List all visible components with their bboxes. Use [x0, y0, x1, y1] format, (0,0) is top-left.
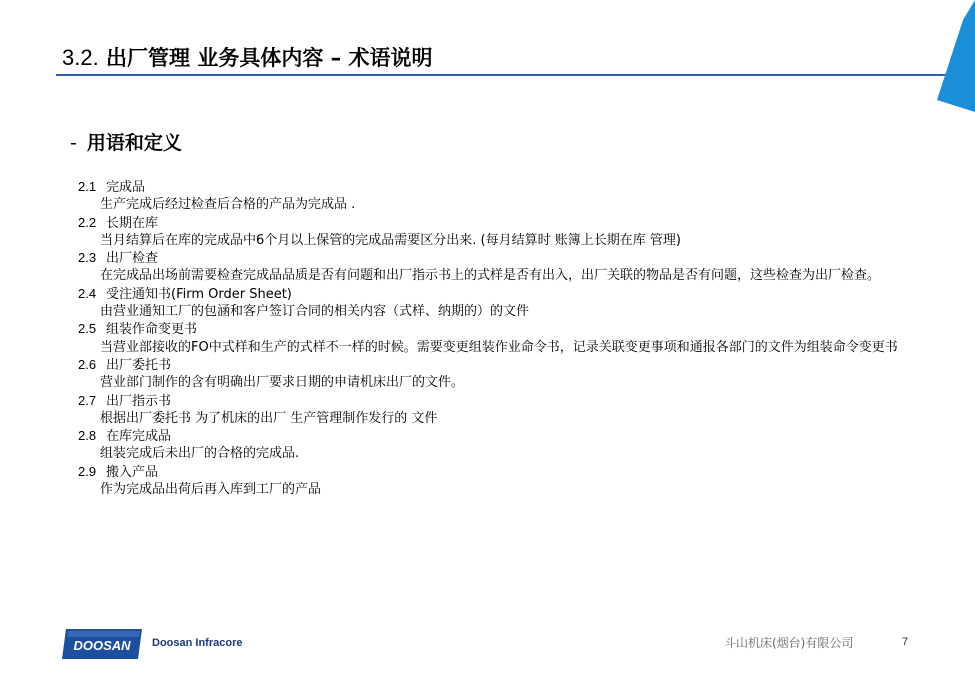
item-number: 2.9: [78, 463, 97, 479]
section-title: 用语和定义: [86, 132, 182, 154]
title-underline: [56, 74, 956, 76]
item-term: 受注通知书(Firm Order Sheet): [106, 286, 292, 302]
list-item: [78, 178, 898, 214]
list-item: [78, 427, 898, 463]
item-term: 出厂指示书: [106, 393, 172, 409]
item-term: 组装作命变更书: [106, 322, 198, 338]
list-item: [78, 249, 898, 285]
item-definition: 由营业通知工厂的包涵和客户签订合同的相关内容（式样、纳期的）的文件: [100, 304, 530, 320]
doosan-logo: [60, 627, 144, 661]
item-number: 2.3: [78, 250, 97, 266]
logo-text: DOOSAN: [73, 638, 131, 653]
section-dash: -: [70, 132, 77, 154]
item-definition: 组装完成后未出厂的合格的完成品.: [100, 446, 300, 462]
title-number: 3.2.: [62, 45, 99, 70]
list-item: [78, 320, 898, 356]
item-definition: 当月结算后在库的完成品中6个月以上保管的完成品需要区分出来. (每月结算时 账簿上长期在库 管理): [100, 232, 681, 248]
item-term: 搬入产品: [106, 464, 159, 480]
item-definition: 在完成品出场前需要检查完成品品质是否有问题和出厂指示书上的式样是否有出入，出厂关联的物品是否有问题，这些检查为出厂检查。: [100, 268, 881, 284]
item-number: 2.1: [78, 179, 97, 194]
list-item: [78, 214, 898, 250]
item-number: 2.5: [78, 321, 97, 337]
item-definition: 当营业部接收的FO中式样和生产的式样不一样的时候。需要变更组装作业命令书，记录关联变更事项和通报各部门的文件为组装命令变更书: [100, 339, 898, 355]
footer-company: 斗山机床(烟台)有限公司: [724, 636, 854, 650]
definitions-list: [78, 178, 898, 498]
item-definition: 营业部门制作的含有明确出厂要求日期的申请机床出厂的文件。: [100, 375, 465, 391]
title-text: 出厂管理 业务具体内容 – 术语说明: [106, 46, 433, 70]
item-term: 长期在库: [106, 215, 159, 231]
list-item: [78, 463, 898, 499]
item-term: 出厂委托书: [106, 357, 172, 373]
item-definition: 生产完成后经过检查后合格的产品为完成品 .: [100, 197, 356, 213]
item-term: 出厂检查: [106, 251, 159, 267]
item-number: 2.4: [78, 285, 97, 301]
item-number: 2.6: [78, 356, 97, 372]
item-number: 2.8: [78, 428, 97, 444]
item-definition: 根据出厂委托书 为了机床的出厂 生产管理制作发行的 文件: [100, 410, 438, 426]
list-item: [78, 356, 898, 392]
section-heading: [70, 128, 182, 155]
item-number: 2.7: [78, 392, 97, 408]
item-number: 2.2: [78, 214, 97, 230]
footer-brand: Doosan Infracore: [152, 637, 243, 649]
page-number: 7: [902, 636, 909, 648]
page-title: [62, 42, 432, 72]
list-item: [78, 392, 898, 428]
item-term: 在库完成品: [106, 429, 172, 445]
item-definition: 作为完成品出荷后再入库到工厂的产品: [100, 482, 322, 498]
list-item: [78, 285, 898, 321]
corner-accent-shape: [935, 0, 975, 112]
item-term: 完成品: [106, 180, 146, 195]
